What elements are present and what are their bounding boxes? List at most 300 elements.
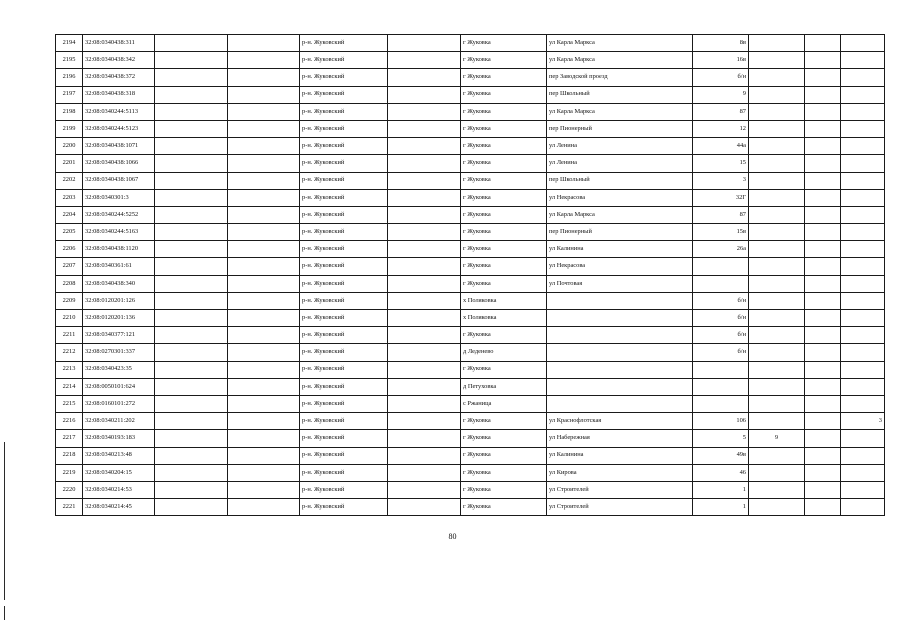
street-cell: ул Строителей: [547, 481, 693, 498]
apartment-number-cell: [841, 481, 885, 498]
scan-margin-line: [4, 442, 5, 600]
cadastral-number-cell: 32:08:0340438:1067: [83, 172, 155, 189]
apartment-number-cell: [841, 35, 885, 52]
table-row: [56, 206, 885, 223]
table-row: [56, 224, 885, 241]
empty-cell: [805, 189, 841, 206]
empty-cell: [805, 172, 841, 189]
district-cell: р-н. Жуковский: [300, 155, 388, 172]
street-cell: пер Школьный: [547, 172, 693, 189]
empty-cell: [155, 481, 228, 498]
cadastral-number-cell: 32:08:0340438:1071: [83, 138, 155, 155]
cadastral-number-cell: 32:08:0340377:121: [83, 327, 155, 344]
house-number-cell: б/н: [693, 327, 749, 344]
empty-cell: [388, 447, 461, 464]
settlement-cell: с Ржаница: [461, 395, 547, 412]
empty-cell: [805, 120, 841, 137]
record-number-cell: 2194: [56, 35, 83, 52]
cadastral-number-cell: 32:08:0340244:5113: [83, 103, 155, 120]
building-number-cell: [749, 327, 805, 344]
settlement-cell: г Жуковка: [461, 120, 547, 137]
apartment-number-cell: [841, 361, 885, 378]
table-row: [56, 395, 885, 412]
building-number-cell: [749, 344, 805, 361]
settlement-cell: г Жуковка: [461, 86, 547, 103]
empty-cell: [388, 189, 461, 206]
cadastral-number-cell: 32:08:0340244:5163: [83, 224, 155, 241]
street-cell: ул Некрасова: [547, 189, 693, 206]
apartment-number-cell: [841, 310, 885, 327]
apartment-number-cell: [841, 430, 885, 447]
building-number-cell: [749, 120, 805, 137]
empty-cell: [388, 430, 461, 447]
scan-margin-line: [4, 606, 5, 620]
table-row: [56, 292, 885, 309]
table-row: [56, 86, 885, 103]
empty-cell: [155, 292, 228, 309]
street-cell: ул Почтовая: [547, 275, 693, 292]
district-cell: р-н. Жуковский: [300, 292, 388, 309]
empty-cell: [155, 258, 228, 275]
apartment-number-cell: [841, 172, 885, 189]
settlement-cell: г Жуковка: [461, 241, 547, 258]
empty-cell: [155, 189, 228, 206]
empty-cell: [805, 103, 841, 120]
empty-cell: [155, 344, 228, 361]
empty-cell: [155, 206, 228, 223]
building-number-cell: [749, 138, 805, 155]
cadastral-number-cell: 32:08:0340438:372: [83, 69, 155, 86]
empty-cell: [228, 464, 300, 481]
empty-cell: [388, 86, 461, 103]
record-number-cell: 2206: [56, 241, 83, 258]
empty-cell: [228, 395, 300, 412]
empty-cell: [388, 292, 461, 309]
building-number-cell: 9: [749, 430, 805, 447]
house-number-cell: [693, 258, 749, 275]
apartment-number-cell: [841, 224, 885, 241]
empty-cell: [388, 52, 461, 69]
table-row: [56, 413, 885, 430]
table-row: [56, 241, 885, 258]
cadastral-number-cell: 32:08:0050101:624: [83, 378, 155, 395]
street-cell: [547, 344, 693, 361]
empty-cell: [805, 344, 841, 361]
building-number-cell: [749, 310, 805, 327]
settlement-cell: г Жуковка: [461, 447, 547, 464]
empty-cell: [228, 103, 300, 120]
district-cell: р-н. Жуковский: [300, 103, 388, 120]
table-row: [56, 103, 885, 120]
empty-cell: [388, 378, 461, 395]
building-number-cell: [749, 447, 805, 464]
apartment-number-cell: [841, 69, 885, 86]
apartment-number-cell: [841, 275, 885, 292]
empty-cell: [228, 224, 300, 241]
settlement-cell: х Поляковка: [461, 292, 547, 309]
empty-cell: [228, 52, 300, 69]
cadastral-number-cell: 32:08:0340438:318: [83, 86, 155, 103]
building-number-cell: [749, 86, 805, 103]
record-number-cell: 2199: [56, 120, 83, 137]
cadastral-number-cell: 32:08:0270301:337: [83, 344, 155, 361]
empty-cell: [388, 172, 461, 189]
district-cell: р-н. Жуковский: [300, 361, 388, 378]
empty-cell: [155, 413, 228, 430]
empty-cell: [228, 258, 300, 275]
record-number-cell: 2213: [56, 361, 83, 378]
house-number-cell: [693, 378, 749, 395]
record-number-cell: 2200: [56, 138, 83, 155]
apartment-number-cell: [841, 499, 885, 516]
empty-cell: [388, 224, 461, 241]
apartment-number-cell: [841, 120, 885, 137]
settlement-cell: г Жуковка: [461, 275, 547, 292]
table-row: [56, 155, 885, 172]
apartment-number-cell: [841, 86, 885, 103]
building-number-cell: [749, 224, 805, 241]
street-cell: ул Набережная: [547, 430, 693, 447]
settlement-cell: г Жуковка: [461, 499, 547, 516]
house-number-cell: [693, 275, 749, 292]
apartment-number-cell: [841, 258, 885, 275]
apartment-number-cell: 3: [841, 413, 885, 430]
apartment-number-cell: [841, 447, 885, 464]
record-number-cell: 2209: [56, 292, 83, 309]
table-row: [56, 189, 885, 206]
empty-cell: [228, 310, 300, 327]
street-cell: [547, 292, 693, 309]
table-row: [56, 481, 885, 498]
apartment-number-cell: [841, 189, 885, 206]
empty-cell: [805, 413, 841, 430]
building-number-cell: [749, 258, 805, 275]
empty-cell: [805, 361, 841, 378]
empty-cell: [228, 430, 300, 447]
apartment-number-cell: [841, 206, 885, 223]
district-cell: р-н. Жуковский: [300, 35, 388, 52]
apartment-number-cell: [841, 155, 885, 172]
empty-cell: [228, 327, 300, 344]
empty-cell: [155, 327, 228, 344]
empty-cell: [388, 138, 461, 155]
street-cell: ул Карла Маркса: [547, 52, 693, 69]
record-number-cell: 2197: [56, 86, 83, 103]
house-number-cell: 1: [693, 481, 749, 498]
record-number-cell: 2202: [56, 172, 83, 189]
street-cell: ул Краснофлотская: [547, 413, 693, 430]
house-number-cell: 87: [693, 206, 749, 223]
district-cell: р-н. Жуковский: [300, 138, 388, 155]
empty-cell: [388, 395, 461, 412]
street-cell: ул Ленина: [547, 155, 693, 172]
record-number-cell: 2198: [56, 103, 83, 120]
cadastral-number-cell: 32:08:0340361:61: [83, 258, 155, 275]
house-number-cell: 32Г: [693, 189, 749, 206]
settlement-cell: г Жуковка: [461, 35, 547, 52]
empty-cell: [228, 413, 300, 430]
settlement-cell: г Жуковка: [461, 327, 547, 344]
table-row: [56, 447, 885, 464]
street-cell: ул Карла Маркса: [547, 35, 693, 52]
empty-cell: [805, 155, 841, 172]
building-number-cell: [749, 189, 805, 206]
district-cell: р-н. Жуковский: [300, 344, 388, 361]
building-number-cell: [749, 481, 805, 498]
empty-cell: [805, 378, 841, 395]
apartment-number-cell: [841, 378, 885, 395]
district-cell: р-н. Жуковский: [300, 430, 388, 447]
cadastral-number-cell: 32:08:0340423:35: [83, 361, 155, 378]
district-cell: р-н. Жуковский: [300, 206, 388, 223]
building-number-cell: [749, 413, 805, 430]
record-number-cell: 2205: [56, 224, 83, 241]
empty-cell: [155, 464, 228, 481]
house-number-cell: 5: [693, 430, 749, 447]
street-cell: ул Некрасова: [547, 258, 693, 275]
empty-cell: [155, 378, 228, 395]
building-number-cell: [749, 378, 805, 395]
empty-cell: [155, 69, 228, 86]
house-number-cell: 16в: [693, 52, 749, 69]
empty-cell: [388, 275, 461, 292]
empty-cell: [388, 69, 461, 86]
empty-cell: [228, 172, 300, 189]
house-number-cell: б/н: [693, 344, 749, 361]
house-number-cell: 106: [693, 413, 749, 430]
district-cell: р-н. Жуковский: [300, 413, 388, 430]
record-number-cell: 2196: [56, 69, 83, 86]
cadastral-number-cell: 32:08:0340244:5252: [83, 206, 155, 223]
cadastral-number-cell: 32:08:0340438:1066: [83, 155, 155, 172]
empty-cell: [388, 499, 461, 516]
cadastral-number-cell: 32:08:0160101:272: [83, 395, 155, 412]
table-row: [56, 310, 885, 327]
district-cell: р-н. Жуковский: [300, 120, 388, 137]
record-number-cell: 2195: [56, 52, 83, 69]
empty-cell: [155, 395, 228, 412]
empty-cell: [155, 447, 228, 464]
registry-table-body: [56, 35, 885, 516]
empty-cell: [805, 275, 841, 292]
cadastral-number-cell: 32:08:0340213:48: [83, 447, 155, 464]
settlement-cell: г Жуковка: [461, 413, 547, 430]
settlement-cell: г Жуковка: [461, 172, 547, 189]
record-number-cell: 2215: [56, 395, 83, 412]
record-number-cell: 2218: [56, 447, 83, 464]
district-cell: р-н. Жуковский: [300, 69, 388, 86]
record-number-cell: 2211: [56, 327, 83, 344]
cadastral-number-cell: 32:08:0340214:53: [83, 481, 155, 498]
table-row: [56, 327, 885, 344]
district-cell: р-н. Жуковский: [300, 224, 388, 241]
empty-cell: [228, 155, 300, 172]
street-cell: пер Заводской проезд: [547, 69, 693, 86]
record-number-cell: 2201: [56, 155, 83, 172]
house-number-cell: б/н: [693, 69, 749, 86]
empty-cell: [228, 86, 300, 103]
house-number-cell: 44а: [693, 138, 749, 155]
record-number-cell: 2203: [56, 189, 83, 206]
settlement-cell: г Жуковка: [461, 206, 547, 223]
building-number-cell: [749, 241, 805, 258]
empty-cell: [805, 395, 841, 412]
table-row: [56, 52, 885, 69]
empty-cell: [388, 344, 461, 361]
district-cell: р-н. Жуковский: [300, 310, 388, 327]
empty-cell: [155, 155, 228, 172]
empty-cell: [228, 361, 300, 378]
building-number-cell: [749, 35, 805, 52]
district-cell: р-н. Жуковский: [300, 481, 388, 498]
cadastral-number-cell: 32:08:0340214:45: [83, 499, 155, 516]
street-cell: [547, 327, 693, 344]
empty-cell: [388, 361, 461, 378]
record-number-cell: 2217: [56, 430, 83, 447]
empty-cell: [388, 120, 461, 137]
apartment-number-cell: [841, 138, 885, 155]
house-number-cell: 46: [693, 464, 749, 481]
apartment-number-cell: [841, 241, 885, 258]
apartment-number-cell: [841, 327, 885, 344]
empty-cell: [388, 310, 461, 327]
empty-cell: [155, 361, 228, 378]
cadastral-number-cell: 32:08:0340438:342: [83, 52, 155, 69]
district-cell: р-н. Жуковский: [300, 86, 388, 103]
table-row: [56, 35, 885, 52]
apartment-number-cell: [841, 52, 885, 69]
empty-cell: [805, 35, 841, 52]
empty-cell: [228, 344, 300, 361]
building-number-cell: [749, 499, 805, 516]
table-row: [56, 120, 885, 137]
empty-cell: [228, 292, 300, 309]
building-number-cell: [749, 206, 805, 223]
settlement-cell: г Жуковка: [461, 52, 547, 69]
table-row: [56, 172, 885, 189]
record-number-cell: 2212: [56, 344, 83, 361]
building-number-cell: [749, 395, 805, 412]
district-cell: р-н. Жуковский: [300, 241, 388, 258]
empty-cell: [388, 155, 461, 172]
empty-cell: [155, 224, 228, 241]
empty-cell: [805, 206, 841, 223]
empty-cell: [805, 138, 841, 155]
record-number-cell: 2214: [56, 378, 83, 395]
district-cell: р-н. Жуковский: [300, 395, 388, 412]
empty-cell: [228, 35, 300, 52]
cadastral-number-cell: 32:08:0340438:340: [83, 275, 155, 292]
house-number-cell: 15в: [693, 224, 749, 241]
empty-cell: [155, 499, 228, 516]
street-cell: пер Пионерный: [547, 120, 693, 137]
cadastral-number-cell: 32:08:0340244:5123: [83, 120, 155, 137]
settlement-cell: г Жуковка: [461, 69, 547, 86]
empty-cell: [155, 86, 228, 103]
settlement-cell: г Жуковка: [461, 464, 547, 481]
empty-cell: [805, 224, 841, 241]
empty-cell: [805, 241, 841, 258]
settlement-cell: д Петуховка: [461, 378, 547, 395]
record-number-cell: 2210: [56, 310, 83, 327]
building-number-cell: [749, 172, 805, 189]
cadastral-number-cell: 32:08:0340301:3: [83, 189, 155, 206]
street-cell: ул Калинина: [547, 447, 693, 464]
building-number-cell: [749, 361, 805, 378]
building-number-cell: [749, 52, 805, 69]
district-cell: р-н. Жуковский: [300, 189, 388, 206]
table-row: [56, 378, 885, 395]
district-cell: р-н. Жуковский: [300, 258, 388, 275]
house-number-cell: 12: [693, 120, 749, 137]
house-number-cell: б/н: [693, 310, 749, 327]
street-cell: пер Школьный: [547, 86, 693, 103]
apartment-number-cell: [841, 395, 885, 412]
house-number-cell: 3: [693, 172, 749, 189]
table-row: [56, 275, 885, 292]
district-cell: р-н. Жуковский: [300, 172, 388, 189]
empty-cell: [388, 327, 461, 344]
settlement-cell: г Жуковка: [461, 155, 547, 172]
record-number-cell: 2208: [56, 275, 83, 292]
house-number-cell: б/н: [693, 292, 749, 309]
settlement-cell: г Жуковка: [461, 430, 547, 447]
table-row: [56, 69, 885, 86]
record-number-cell: 2216: [56, 413, 83, 430]
building-number-cell: [749, 69, 805, 86]
settlement-cell: г Жуковка: [461, 481, 547, 498]
street-cell: [547, 395, 693, 412]
table-row: [56, 430, 885, 447]
settlement-cell: г Жуковка: [461, 138, 547, 155]
street-cell: ул Карла Маркса: [547, 206, 693, 223]
empty-cell: [155, 241, 228, 258]
empty-cell: [155, 103, 228, 120]
house-number-cell: 49в: [693, 447, 749, 464]
house-number-cell: 1: [693, 499, 749, 516]
record-number-cell: 2204: [56, 206, 83, 223]
table-row: [56, 138, 885, 155]
settlement-cell: д Леденево: [461, 344, 547, 361]
house-number-cell: 8в: [693, 35, 749, 52]
cadastral-number-cell: 32:08:0340193:183: [83, 430, 155, 447]
cadastral-number-cell: 32:08:0340438:311: [83, 35, 155, 52]
apartment-number-cell: [841, 292, 885, 309]
cadastral-number-cell: 32:08:0340211:202: [83, 413, 155, 430]
house-number-cell: 87: [693, 103, 749, 120]
settlement-cell: г Жуковка: [461, 258, 547, 275]
street-cell: пер Пионерный: [547, 224, 693, 241]
empty-cell: [805, 292, 841, 309]
empty-cell: [155, 275, 228, 292]
page-number: 80: [448, 532, 457, 541]
empty-cell: [805, 464, 841, 481]
empty-cell: [228, 275, 300, 292]
empty-cell: [805, 481, 841, 498]
district-cell: р-н. Жуковский: [300, 52, 388, 69]
settlement-cell: г Жуковка: [461, 361, 547, 378]
street-cell: [547, 310, 693, 327]
empty-cell: [155, 35, 228, 52]
empty-cell: [805, 430, 841, 447]
settlement-cell: х Поляковка: [461, 310, 547, 327]
street-cell: ул Кирова: [547, 464, 693, 481]
empty-cell: [155, 430, 228, 447]
house-number-cell: [693, 395, 749, 412]
table-row: [56, 361, 885, 378]
empty-cell: [228, 481, 300, 498]
record-number-cell: 2219: [56, 464, 83, 481]
